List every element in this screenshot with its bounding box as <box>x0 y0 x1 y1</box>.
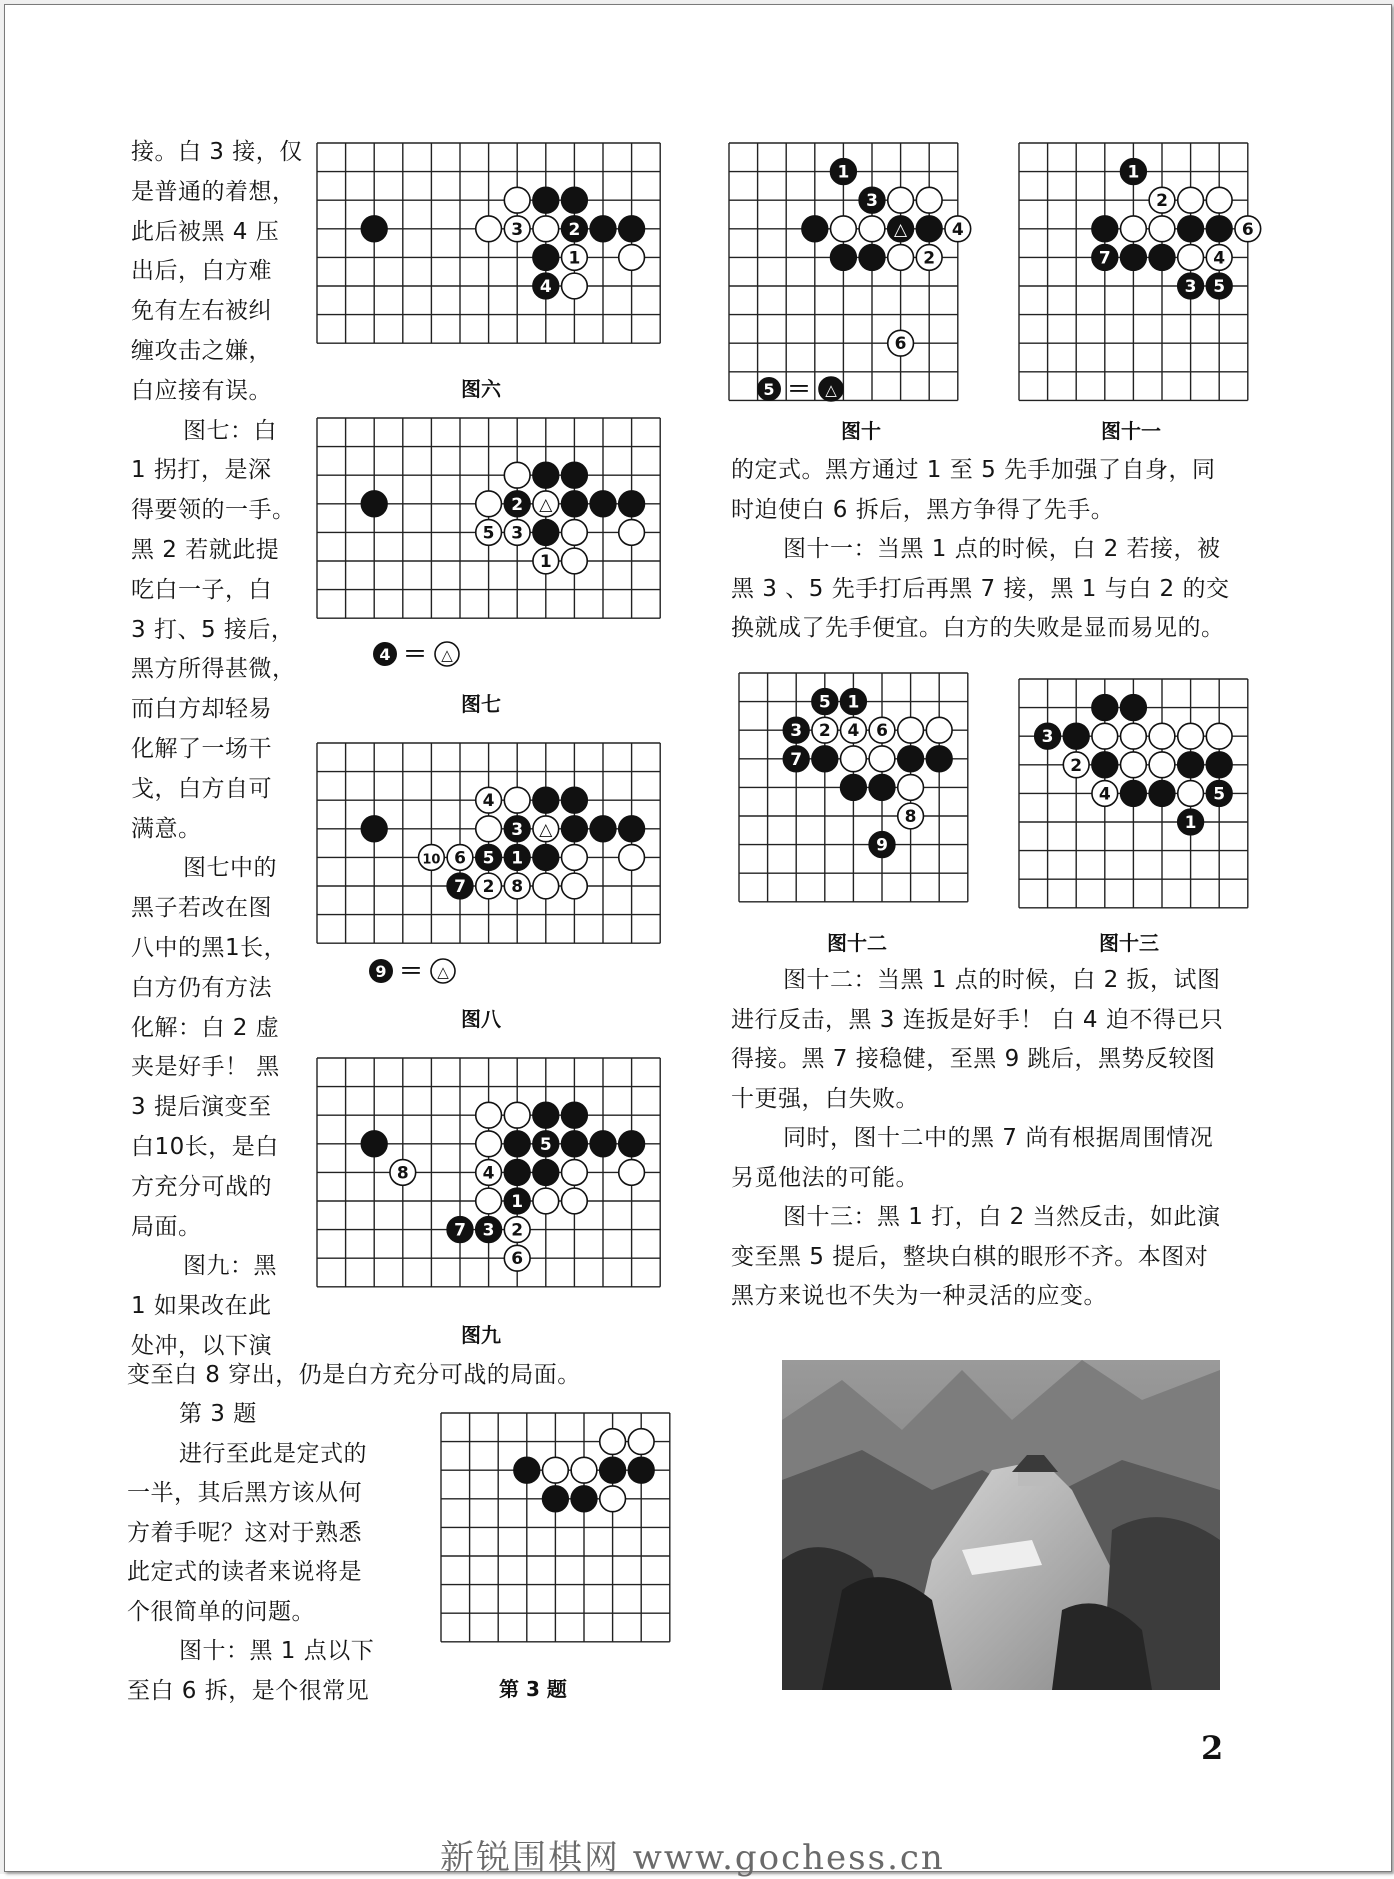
black-stone <box>533 462 559 488</box>
note-fig7 <box>371 638 481 670</box>
problem-text-line: 方着手呢？这对于熟悉 <box>127 1519 362 1546</box>
problem-text-line: 此定式的读者来说将是 <box>127 1559 362 1585</box>
white-stone <box>1178 245 1204 271</box>
white-stone <box>1149 723 1175 749</box>
black-stone <box>562 187 588 213</box>
left-text-line: 是普通的着想， <box>131 178 296 205</box>
black-stone <box>590 816 616 842</box>
left-text-line: 图七：白 <box>183 417 277 444</box>
stone-label: 5 <box>539 1134 552 1155</box>
black-stone <box>361 216 387 242</box>
black-stone <box>533 245 559 271</box>
white-stone <box>1178 723 1204 749</box>
stone-label: 6 <box>511 1249 524 1270</box>
white-stone <box>600 1486 626 1512</box>
black-stone <box>361 1131 387 1157</box>
black-stone <box>504 1131 530 1157</box>
left-text-line: 方充分可战的 <box>131 1173 272 1200</box>
black-stone <box>361 491 387 517</box>
white-stone <box>533 216 559 242</box>
stone-label: 2 <box>568 219 581 240</box>
black-stone <box>1149 781 1175 807</box>
go-diagram-problem-3 <box>433 1405 681 1645</box>
white-stone <box>619 1160 645 1186</box>
white-stone <box>476 491 502 517</box>
problem-text-line: 一半，其后黑方该从何 <box>127 1480 362 1506</box>
right-text-line: 十更强，白失败。 <box>731 1085 919 1112</box>
black-stone <box>628 1457 654 1483</box>
black-stone <box>898 746 924 772</box>
black-stone <box>562 816 588 842</box>
black-stone <box>619 1131 645 1157</box>
black-stone <box>590 1131 616 1157</box>
white-stone <box>562 273 588 299</box>
go-diagram-fig8 <box>305 735 677 967</box>
caption-fig6: 图六 <box>461 377 501 401</box>
black-stone <box>1063 723 1089 749</box>
stone-label: △ <box>539 819 553 840</box>
white-stone <box>619 520 645 546</box>
right-text-line: 变至黑 5 提后，整块白棋的眼形不齐。本图对 <box>731 1243 1209 1270</box>
white-stone <box>562 873 588 899</box>
white-stone <box>562 1160 588 1186</box>
note-fig10 <box>755 373 865 405</box>
white-stone <box>562 520 588 546</box>
left-text-line: 黑 2 若就此提 <box>131 537 280 563</box>
left-text-line: 满意。 <box>131 815 202 842</box>
white-stone <box>476 216 502 242</box>
page-number: 2 <box>1201 1729 1224 1767</box>
stone-label: 6 <box>454 848 466 869</box>
right-text-line: 黑 3 、5 先手打后再黑 7 接，黑 1 与白 2 的交 <box>731 575 1230 602</box>
black-stone <box>533 1160 559 1186</box>
stone-label: 3 <box>482 1220 495 1241</box>
white-stone <box>841 746 867 772</box>
stone-label: 2 <box>1070 755 1083 776</box>
white-stone <box>476 1188 502 1214</box>
stone-label: 1 <box>511 848 524 869</box>
white-stone <box>619 245 645 271</box>
white-stone <box>543 1457 569 1483</box>
stone-label: 8 <box>904 807 917 827</box>
black-stone <box>533 1102 559 1128</box>
white-stone <box>562 845 588 871</box>
stone-label: 6 <box>1241 219 1254 240</box>
go-diagram-fig12 <box>731 665 979 915</box>
right-text-line: 得接。黑 7 接稳健，至黑 9 跳后，黑势反较图 <box>731 1046 1216 1072</box>
black-stone <box>562 1102 588 1128</box>
left-text-line: 处冲，以下演 <box>131 1333 272 1359</box>
caption-problem-3: 第 3 题 <box>499 1677 567 1701</box>
left-text-line: 出后，白方难 <box>131 258 272 285</box>
stone-label: 5 <box>763 380 775 399</box>
triangle-mark: △ <box>825 381 837 399</box>
left-text-line: 图七中的 <box>183 855 277 882</box>
stone-label: 3 <box>511 523 524 544</box>
triangle-mark: △ <box>437 963 449 981</box>
black-stone <box>1121 245 1147 271</box>
black-stone <box>533 845 559 871</box>
right-text-line: 换就成了先手便宜。白方的失败是显而易见的。 <box>731 615 1225 641</box>
black-stone <box>619 491 645 517</box>
white-stone <box>926 717 952 743</box>
stone-label: 8 <box>396 1163 409 1184</box>
black-stone <box>1092 695 1118 721</box>
white-stone <box>571 1457 597 1483</box>
black-stone <box>1121 781 1147 807</box>
stone-label: 2 <box>511 494 524 515</box>
stone-label: 1 <box>568 248 581 269</box>
left-text-line: 1 拐打，是深 <box>131 457 272 484</box>
black-stone <box>1206 216 1232 242</box>
note-fig8 <box>367 955 477 987</box>
stone-label: △ <box>894 219 908 240</box>
black-stone <box>562 491 588 517</box>
stone-label: 6 <box>894 334 907 355</box>
stone-label: 5 <box>1213 784 1226 805</box>
stone-label: △ <box>539 494 553 515</box>
caption-fig7: 图七 <box>461 692 501 716</box>
caption-fig9: 图九 <box>461 1323 501 1347</box>
white-stone <box>504 462 530 488</box>
white-stone <box>619 845 645 871</box>
white-stone <box>1178 781 1204 807</box>
stone-label: 4 <box>1098 784 1111 805</box>
black-stone <box>1178 752 1204 778</box>
left-text-line: 此后被黑 4 压 <box>131 218 280 245</box>
go-diagram-fig6 <box>305 135 677 367</box>
black-stone <box>514 1457 540 1483</box>
stone-label: 7 <box>1098 248 1111 269</box>
black-stone <box>562 462 588 488</box>
go-diagram-fig7 <box>305 410 677 642</box>
black-stone <box>600 1457 626 1483</box>
white-stone <box>1092 723 1118 749</box>
stone-label: 5 <box>482 848 495 869</box>
stone-label: 1 <box>847 692 860 713</box>
caption-fig8: 图八 <box>461 1007 501 1031</box>
black-stone <box>1092 216 1118 242</box>
black-stone <box>1149 245 1175 271</box>
black-stone <box>812 746 838 772</box>
black-stone <box>590 491 616 517</box>
white-stone <box>888 245 914 271</box>
black-stone <box>533 787 559 813</box>
problem-text-line: 图十：黑 1 点以下 <box>179 1638 375 1664</box>
stone-label: 7 <box>790 749 803 770</box>
white-stone <box>476 1102 502 1128</box>
white-stone <box>1121 216 1147 242</box>
stone-label: 8 <box>511 877 524 897</box>
white-stone <box>533 873 559 899</box>
white-stone <box>533 1188 559 1214</box>
white-stone <box>562 548 588 574</box>
stone-label: 7 <box>454 877 466 897</box>
black-stone <box>1092 752 1118 778</box>
white-stone <box>476 1131 502 1157</box>
white-stone <box>831 216 857 242</box>
left-text-line: 白应接有误。 <box>131 377 272 404</box>
stone-label: 2 <box>511 1220 524 1241</box>
black-stone <box>1121 695 1147 721</box>
black-stone <box>571 1486 597 1512</box>
stone-label: 2 <box>1156 191 1168 212</box>
black-stone <box>926 746 952 772</box>
mountain-pavilion-photo <box>782 1360 1220 1690</box>
right-text-line: 黑方来说也不失为一种灵活的应变。 <box>731 1283 1107 1309</box>
stone-label: 4 <box>482 1163 495 1184</box>
left-text-line: 而白方却轻易 <box>131 696 272 723</box>
stone-label: 5 <box>818 692 831 713</box>
left-wide-line: 变至白 8 穿出，仍是白方充分可战的局面。 <box>127 1362 581 1388</box>
stone-label: 4 <box>482 791 495 812</box>
white-stone <box>504 787 530 813</box>
stone-label: 9 <box>876 835 888 856</box>
stone-label: 3 <box>511 819 524 840</box>
white-stone <box>869 746 895 772</box>
left-text-line: 黑方所得甚微， <box>131 656 296 683</box>
white-stone <box>888 187 914 213</box>
black-stone <box>916 216 942 242</box>
stone-label: 9 <box>375 962 387 981</box>
stone-label: 3 <box>511 219 524 240</box>
problem-text-line: 个很简单的问题。 <box>127 1598 315 1625</box>
problem-text-line: 第 3 题 <box>179 1401 257 1427</box>
black-stone <box>562 787 588 813</box>
black-stone <box>543 1486 569 1512</box>
left-text-line: 3 提后演变至 <box>131 1094 272 1121</box>
stone-label: 3 <box>866 191 878 212</box>
stone-label: 3 <box>1184 277 1197 297</box>
black-stone <box>1178 216 1204 242</box>
white-stone <box>898 775 924 801</box>
white-stone <box>562 1188 588 1214</box>
stone-label: 3 <box>1041 727 1054 748</box>
white-stone <box>1178 187 1204 213</box>
left-text-line: 白方仍有方法 <box>131 974 272 1001</box>
white-stone <box>504 1102 530 1128</box>
white-stone <box>504 187 530 213</box>
black-stone <box>859 245 885 271</box>
left-text-line: 化解：白 2 虚 <box>131 1014 280 1041</box>
white-stone <box>1121 723 1147 749</box>
stone-label: 7 <box>454 1220 466 1241</box>
black-stone <box>619 816 645 842</box>
white-stone <box>1206 187 1232 213</box>
left-text-line: 图九：黑 <box>183 1253 277 1280</box>
black-stone <box>802 216 828 242</box>
black-stone <box>533 520 559 546</box>
black-stone <box>361 816 387 842</box>
stone-label: 4 <box>1213 248 1226 269</box>
stone-label: 2 <box>923 248 936 269</box>
problem-text-line: 进行至此是定式的 <box>179 1440 367 1467</box>
stone-label: 4 <box>539 277 552 297</box>
right-text-line: 图十三：黑 1 打，白 2 当然反击，如此演 <box>783 1204 1221 1230</box>
stone-label: 1 <box>837 162 850 183</box>
book-page <box>4 4 1392 1872</box>
black-stone <box>869 775 895 801</box>
left-text-line: 局面。 <box>131 1213 202 1240</box>
left-text-line: 夹是好手！ 黑 <box>131 1054 280 1081</box>
right-text-line: 另觅他法的可能。 <box>731 1164 919 1191</box>
white-stone <box>1121 752 1147 778</box>
left-text-line: 免有左右被纠 <box>131 298 272 325</box>
left-text-line: 缠攻击之嫌， <box>131 338 272 364</box>
stone-label: 10 <box>422 852 441 868</box>
left-text-line: 黑子若改在图 <box>131 895 272 922</box>
stone-label: 1 <box>1184 813 1197 833</box>
black-stone <box>841 775 867 801</box>
black-stone <box>504 1160 530 1186</box>
stone-label: 4 <box>951 219 964 240</box>
stone-label: 2 <box>818 721 831 742</box>
left-text-line: 吃白一子，白 <box>131 576 272 603</box>
white-stone <box>1149 216 1175 242</box>
black-stone <box>831 245 857 271</box>
stone-label: 1 <box>539 552 552 572</box>
caption-fig13: 图十三 <box>1099 931 1159 955</box>
left-text-line: 1 如果改在此 <box>131 1293 272 1320</box>
left-text-line: 八中的黑1长， <box>131 935 288 961</box>
go-diagram-fig13 <box>1011 671 1259 921</box>
left-text-line: 接。白 3 接，仅 <box>131 139 303 165</box>
left-text-line: 白10长，是白 <box>131 1134 279 1160</box>
black-stone <box>590 216 616 242</box>
site-watermark: 新锐围棋网 www.gochess.cn <box>440 1838 945 1878</box>
white-stone <box>859 216 885 242</box>
white-stone <box>916 187 942 213</box>
black-stone <box>533 187 559 213</box>
right-text-line: 时迫使白 6 拆后，黑方争得了先手。 <box>731 496 1115 523</box>
problem-text-line: 至白 6 拆，是个很常见 <box>127 1677 370 1704</box>
right-text-line: 图十二：当黑 1 点的时候，白 2 扳，试图 <box>783 967 1221 993</box>
stone-label: 6 <box>876 721 888 742</box>
right-text-line: 同时，图十二中的黑 7 尚有根据周围情况 <box>783 1125 1214 1151</box>
stone-label: 3 <box>790 721 803 742</box>
stone-label: 5 <box>1213 277 1226 297</box>
equals-sign: ＝ <box>403 640 427 668</box>
stone-label: 2 <box>482 877 495 897</box>
white-stone <box>898 717 924 743</box>
stone-label: 4 <box>847 721 860 742</box>
go-diagram-fig9 <box>305 1050 677 1302</box>
left-text-line: 3 打、5 接后， <box>131 616 295 643</box>
left-text-line: 化解了一场干 <box>131 736 272 762</box>
stone-label: 1 <box>511 1192 524 1212</box>
caption-fig10: 图十 <box>841 419 881 443</box>
right-text-line: 进行反击，黑 3 连扳是好手！ 白 4 迫不得已只 <box>731 1006 1224 1033</box>
white-stone <box>628 1429 654 1455</box>
left-text-line: 得要领的一手。 <box>131 497 296 524</box>
equals-sign: ＝ <box>399 957 423 985</box>
caption-fig11: 图十一 <box>1101 419 1161 443</box>
white-stone <box>1206 723 1232 749</box>
stone-label: 5 <box>482 523 495 544</box>
stone-label: 1 <box>1127 162 1140 183</box>
left-text-line: 戈，白方自可 <box>131 775 272 802</box>
black-stone <box>619 216 645 242</box>
white-stone <box>600 1429 626 1455</box>
white-stone <box>476 816 502 842</box>
right-text-line: 图十一：当黑 1 点的时候，白 2 若接，被 <box>783 536 1221 562</box>
right-text-line: 的定式。黑方通过 1 至 5 先手加强了自身，同 <box>731 457 1216 483</box>
go-diagram-fig10 <box>721 135 983 405</box>
black-stone <box>1206 752 1232 778</box>
white-stone <box>1149 752 1175 778</box>
stone-label: 4 <box>379 645 391 664</box>
caption-fig12: 图十二 <box>827 931 887 955</box>
triangle-mark: △ <box>441 646 453 664</box>
go-diagram-fig11 <box>1011 135 1273 405</box>
black-stone <box>562 1131 588 1157</box>
equals-sign: ＝ <box>787 375 811 403</box>
